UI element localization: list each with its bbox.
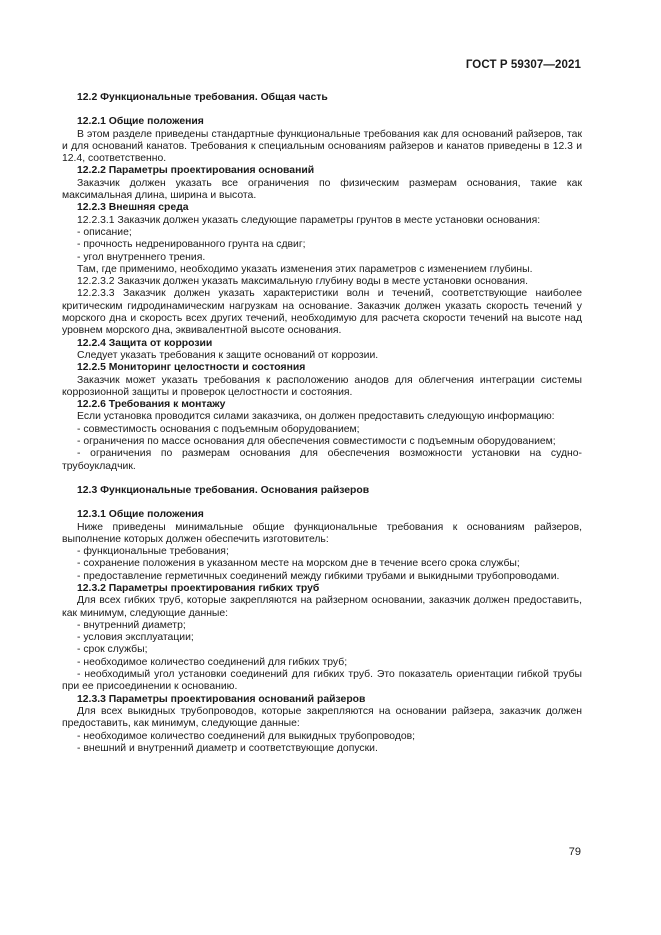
section-heading: 12.3 Функциональные требования. Основания райзеров — [77, 484, 370, 496]
section-heading: 12.2.1 Общие положения — [77, 116, 204, 128]
paragraph: - внешний и внутренний диаметр и соответствующие допуски. — [77, 742, 378, 754]
paragraph: - сохранение положения в указанном месте на морском дне в течение всего срока службы; — [77, 558, 520, 570]
paragraph: 12.2.3.2 Заказчик должен указать максимальную глубину воды в месте установки основания. — [77, 276, 529, 288]
paragraph: - описание; — [77, 226, 132, 238]
paragraph: 12.2.3.1 Заказчик должен указать следующие параметры грунтов в месте установки основания: — [77, 214, 541, 226]
paragraph: - функциональные требования; — [77, 546, 229, 558]
paragraph: - ограничения по размерам основания для обеспечения возможности установки на судно-трубоукладчик. — [62, 448, 582, 472]
section-heading: 12.2.2 Параметры проектирования оснований — [77, 165, 315, 177]
document-body — [62, 92, 582, 755]
paragraph: - совместимость основания с подъемным оборудованием; — [77, 423, 360, 435]
section-heading: 12.2.4 Защита от коррозии — [77, 337, 213, 349]
paragraph: - прочность недренированного грунта на сдвиг; — [77, 239, 306, 251]
section-heading: 12.3.2 Параметры проектирования гибких труб — [77, 582, 320, 594]
paragraph: Следует указать требования к защите оснований от коррозии. — [77, 349, 379, 361]
section-heading: 12.3.1 Общие положения — [77, 509, 204, 521]
section-heading: 12.2 Функциональные требования. Общая часть — [77, 92, 328, 103]
paragraph: - угол внутреннего трения. — [77, 251, 206, 263]
section-heading: 12.2.6 Требования к монтажу — [77, 399, 226, 411]
document-id: ГОСТ Р 59307—2021 — [465, 59, 581, 71]
paragraph: Ниже приведены минимальные общие функциональные требования к основаниям райзеров, выполнение которых должен обеспечить изготовитель: — [62, 521, 582, 545]
paragraph: Для всех выкидных трубопроводов, которые закрепляются на основании райзера, заказчик должен предоставить, как минимум, следующие данные: — [62, 705, 582, 730]
paragraph: - срок службы; — [77, 644, 148, 656]
paragraph: Для всех гибких труб, которые закрепляются на райзерном основании, заказчик должен предоставить, как минимум, следующие данные: — [62, 595, 582, 619]
paragraph: - ограничения по массе основания для обеспечения совместимости с подъемным оборудованием; — [77, 436, 556, 448]
paragraph: В этом разделе приведены стандартные функциональные требования как для оснований райзеров, так и для оснований канатов. Требования к специальным основаниям райзеров и канатов приведены в 12.3 и 12.4, соответственно. — [62, 128, 582, 165]
page-number: 79 — [568, 846, 581, 858]
paragraph: - необходимое количество соединений для выкидных трубопроводов; — [77, 730, 416, 742]
section-heading: 12.2.5 Мониторинг целостности и состояния — [77, 362, 306, 374]
section-heading: 12.3.3 Параметры проектирования оснований райзеров — [77, 693, 366, 705]
paragraph: Заказчик может указать требования к расположению анодов для облегчения интеграции системы коррозионной защиты и проверок целостности и состояния. — [62, 374, 582, 398]
paragraph: Заказчик должен указать все ограничения по физическим размерам основания, такие как максимальная длина, ширина и высота. — [62, 177, 582, 202]
section-heading: 12.2.3 Внешняя среда — [77, 202, 189, 214]
paragraph: Там, где применимо, необходимо указать изменения этих параметров с изменением глубины. — [77, 263, 533, 275]
paragraph: - предоставление герметичных соединений между гибкими трубами и выкидными трубопроводами. — [77, 570, 560, 582]
paragraph: - условия эксплуатации; — [77, 632, 194, 644]
paragraph: - необходимый угол установки соединений для гибких труб. Это показатель ориентации гибкой трубы при ее присоединении к основанию. — [62, 669, 582, 693]
paragraph: 12.2.3.3 Заказчик должен указать характеристики волн и течений, соответствующие наиболее критическим гидродинамическим нагрузкам на основание. Заказчик должен указать скорость течений у морского дна и скорость всех других течений, необходимую для расчета скорости течений на высоте над уровнем морского дна, эквивалентной высоте основания. — [62, 288, 582, 337]
paragraph: Если установка проводится силами заказчика, он должен предоставить следующую информацию: — [77, 411, 555, 423]
paragraph: - необходимое количество соединений для гибких труб; — [77, 656, 348, 668]
paragraph: - внутренний диаметр; — [77, 619, 186, 631]
